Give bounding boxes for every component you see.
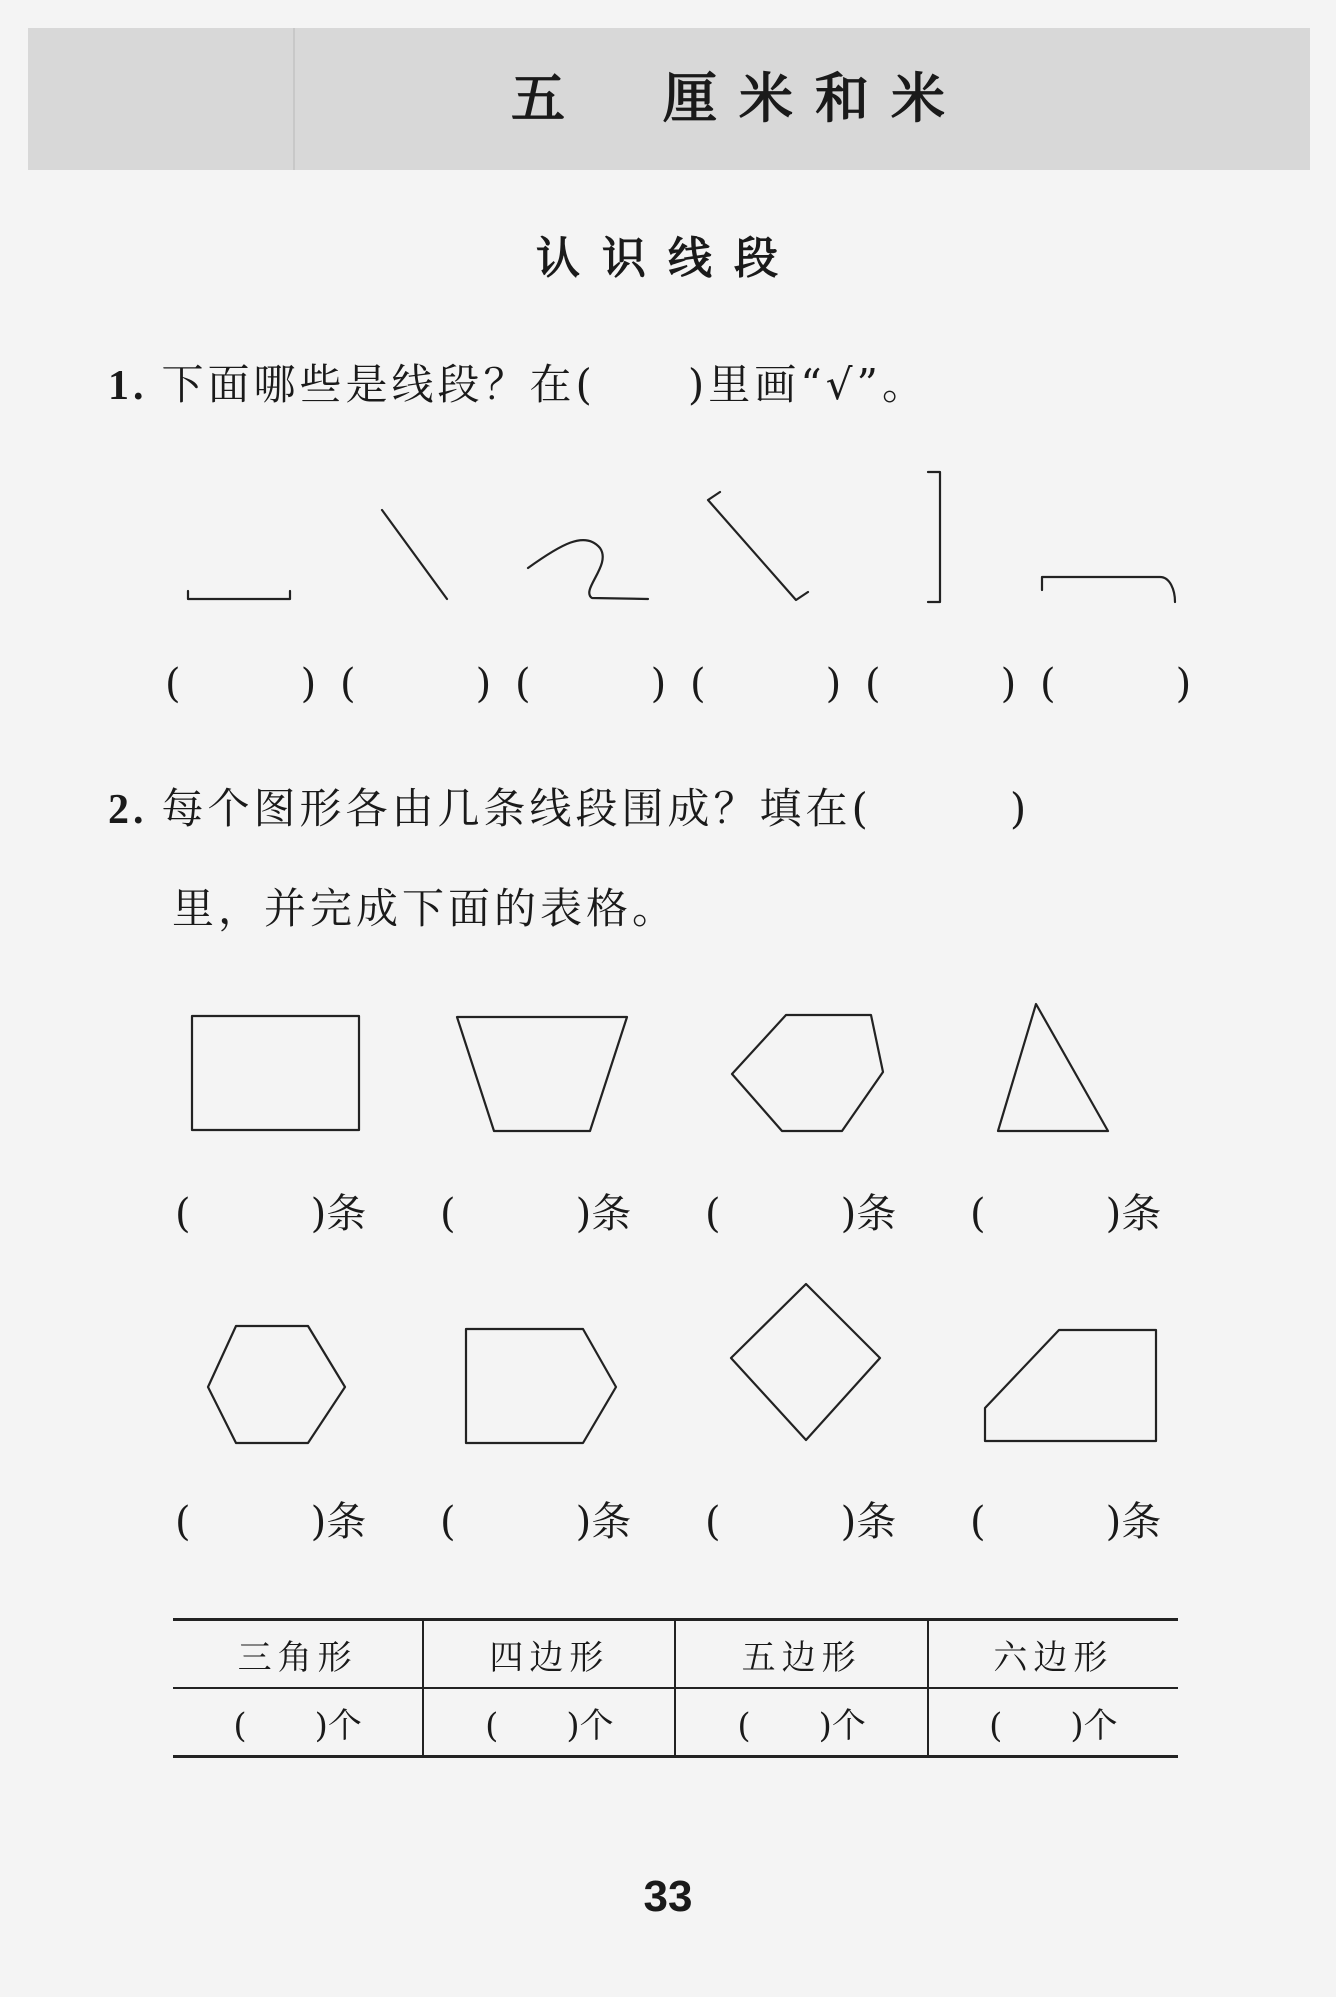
shape-diamond — [731, 1284, 880, 1440]
question-2-number: 2. — [108, 787, 148, 833]
answer-blank-q1-1[interactable]: ( ) — [165, 661, 317, 707]
question-1-text: 下面哪些是线段？在( )里画“√”。 — [161, 360, 928, 409]
question-2-line2: 里，并完成下面的表格。 — [172, 884, 679, 933]
table-header-row — [173, 1620, 1178, 1689]
question-2-line1: 每个图形各由几条线段围成？填在( ) — [161, 784, 1031, 833]
table-header-cell: 四边形 — [423, 1620, 675, 1689]
answer-blank-q2-pentagon[interactable]: ( )条 — [705, 1191, 897, 1237]
shape-rectangle — [192, 1016, 359, 1130]
answer-blank-q1-6[interactable]: ( ) — [1040, 661, 1192, 707]
table-header-cell: 三角形 — [173, 1620, 423, 1689]
figure-hook-line — [1042, 577, 1175, 602]
figure-bracket-diagonal — [708, 492, 808, 600]
table-row — [173, 1688, 1178, 1757]
table-header-cell: 五边形 — [675, 1620, 927, 1689]
answer-blank-q2-rectangle[interactable]: ( )条 — [175, 1191, 367, 1237]
answer-blank-q1-3[interactable]: ( ) — [515, 661, 667, 707]
answer-blank-q1-4[interactable]: ( ) — [690, 661, 842, 707]
shape-cut-rectangle — [985, 1330, 1156, 1441]
answer-blank-q2-hexagon[interactable]: ( )条 — [175, 1499, 367, 1545]
shape-arrow-pentagon — [466, 1329, 616, 1443]
shape-trapezoid — [457, 1017, 627, 1131]
chapter-title: 五 厘米和米 — [511, 67, 967, 130]
shape-triangle — [998, 1004, 1108, 1131]
table-answer-cell[interactable]: ( )个 — [173, 1688, 423, 1757]
answer-blank-q2-triangle[interactable]: ( )条 — [970, 1191, 1162, 1237]
figure-line-diagonal — [382, 510, 447, 599]
answer-blank-q2-cut-rectangle[interactable]: ( )条 — [970, 1499, 1162, 1545]
answer-blank-q1-2[interactable]: ( ) — [340, 661, 492, 707]
table-answer-cell[interactable]: ( )个 — [675, 1688, 927, 1757]
page-number: 33 — [643, 1872, 693, 1921]
shape-count-table — [173, 1618, 1178, 1758]
table-header-cell: 六边形 — [928, 1620, 1178, 1689]
shape-hexagon — [208, 1326, 345, 1443]
answer-blank-q2-diamond[interactable]: ( )条 — [705, 1499, 897, 1545]
question-1-number: 1. — [108, 363, 148, 409]
section-title: 认识线段 — [536, 233, 800, 284]
figure-line-horizontal — [188, 591, 290, 599]
figure-bracket-vertical — [928, 472, 940, 602]
answer-blank-q1-5[interactable]: ( ) — [865, 661, 1017, 707]
shape-pentagon — [732, 1015, 883, 1131]
question-2 — [108, 776, 1030, 836]
answer-blank-q2-trapezoid[interactable]: ( )条 — [440, 1191, 632, 1237]
figure-curve — [528, 540, 648, 599]
table-answer-cell[interactable]: ( )个 — [928, 1688, 1178, 1757]
answer-blank-q2-arrow-pentagon[interactable]: ( )条 — [440, 1499, 632, 1545]
table-answer-cell[interactable]: ( )个 — [423, 1688, 675, 1757]
